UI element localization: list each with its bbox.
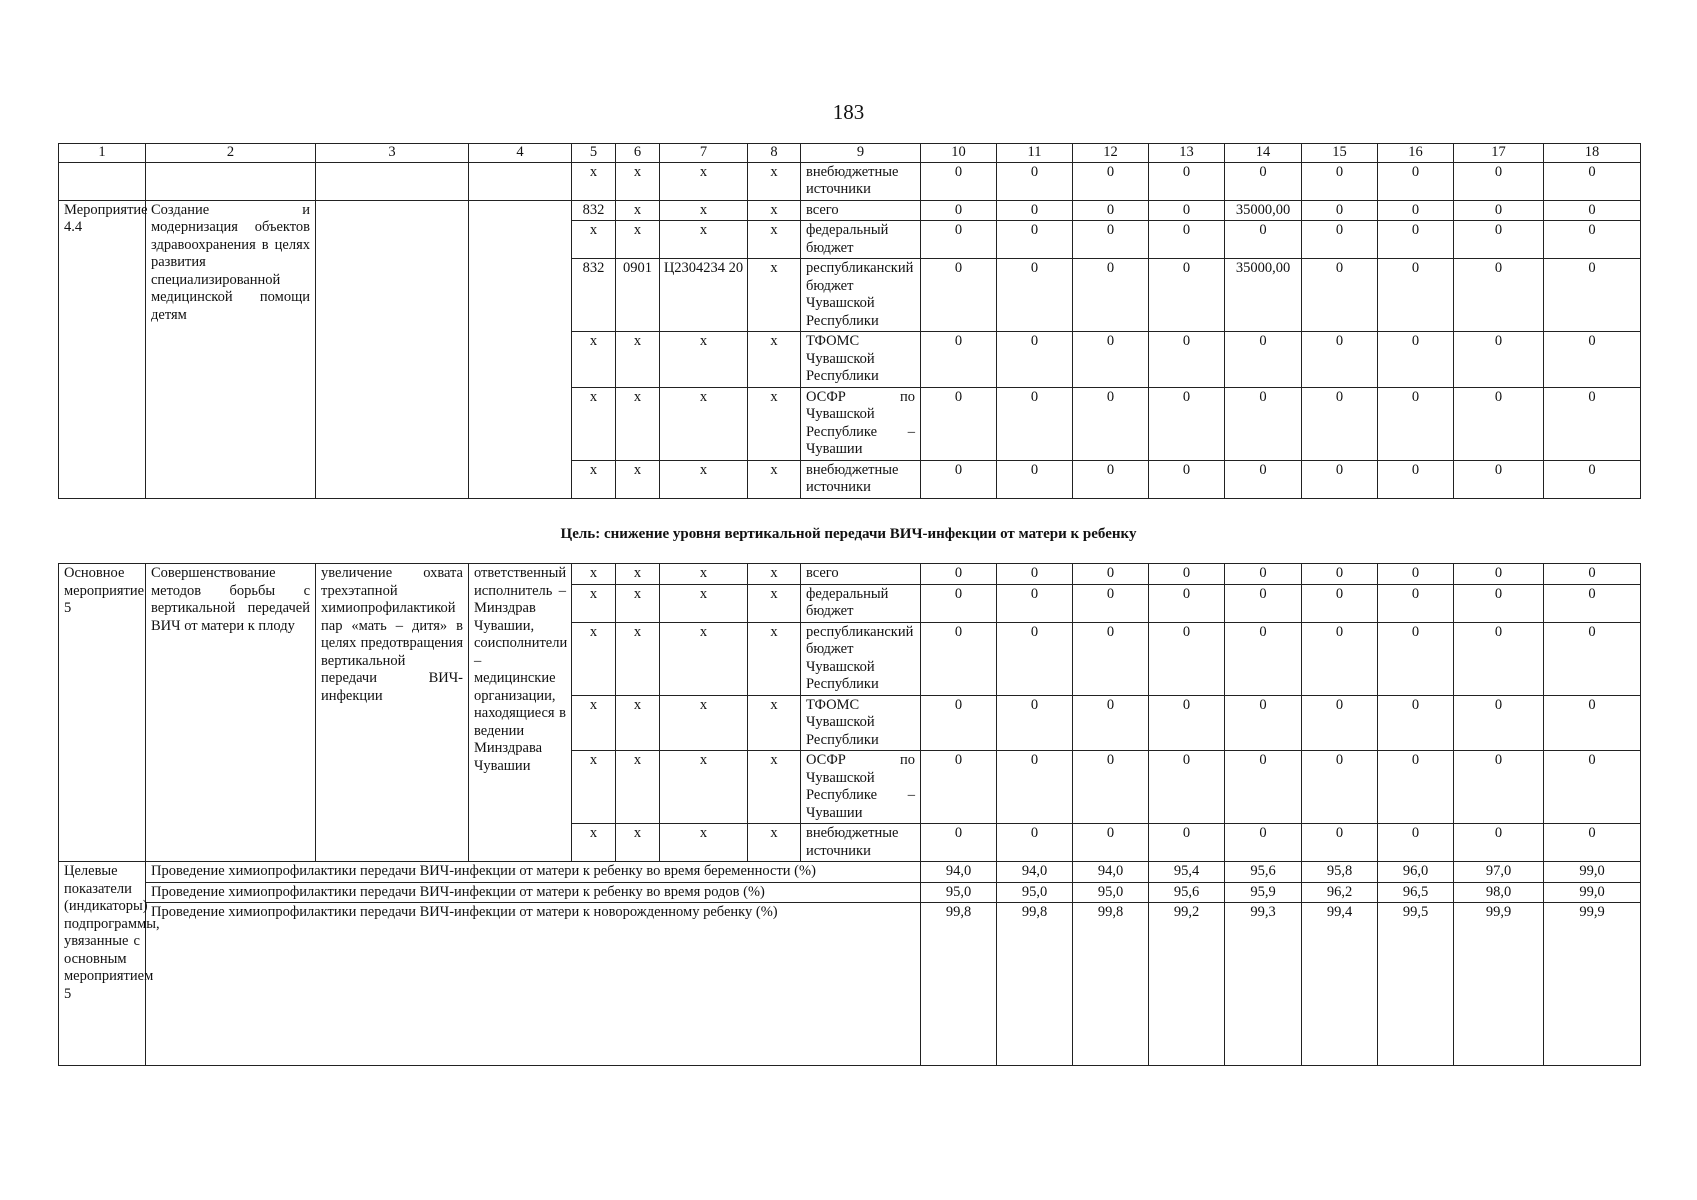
cell-value: 0 (1225, 332, 1302, 388)
cell-code-section: х (616, 387, 660, 460)
cell-code-section: х (616, 564, 660, 585)
budget-table-bottom (58, 563, 1641, 1066)
cell-value: 0 (921, 584, 997, 622)
cell-value: 0 (1073, 460, 1149, 498)
cell-value: 0 (1544, 332, 1641, 388)
indicator-value: 95,6 (1225, 862, 1302, 883)
cell-value: 0 (1149, 824, 1225, 862)
cell-value: 0 (1302, 332, 1378, 388)
budget-table-top (58, 143, 1641, 499)
table-row (59, 162, 1641, 200)
cell-code-type: х (748, 332, 801, 388)
table-row (59, 862, 1641, 883)
cell-value: 0 (1454, 824, 1544, 862)
cell-value: 0 (997, 584, 1073, 622)
cell-value: 0 (921, 824, 997, 862)
cell-value: 0 (1073, 162, 1149, 200)
cell-code-section: х (616, 751, 660, 824)
cell-value: 0 (1454, 564, 1544, 585)
cell-value: 0 (1378, 622, 1454, 695)
measure-description: Совершенствование методов борьбы с вертикальной передачей ВИЧ от матери к плоду (146, 564, 316, 862)
cell-value: 0 (1454, 259, 1544, 332)
cell-code-admin: х (572, 584, 616, 622)
cell-value: 0 (1225, 564, 1302, 585)
cell-value: 0 (997, 221, 1073, 259)
indicator-value: 95,4 (1149, 862, 1225, 883)
cell-code-target: х (660, 584, 748, 622)
cell-value: 0 (1378, 824, 1454, 862)
cell-value: 0 (1073, 332, 1149, 388)
cell-code-target: х (660, 200, 748, 221)
indicator-value: 99,2 (1149, 903, 1225, 1066)
cell-value: 0 (1149, 584, 1225, 622)
column-header: 10 (921, 144, 997, 163)
cell-code-admin: х (572, 622, 616, 695)
indicator-value: 95,0 (921, 882, 997, 903)
cell-funding-source: ОСФР по Чувашской Республике – Чувашии (801, 387, 921, 460)
cell-value: 0 (1378, 460, 1454, 498)
table-row (59, 564, 1641, 585)
cell-value: 0 (1149, 332, 1225, 388)
cell-value: 0 (1544, 387, 1641, 460)
cell-code-type: х (748, 460, 801, 498)
cell-code-admin: х (572, 695, 616, 751)
cell-value: 0 (1544, 460, 1641, 498)
cell-value: 0 (997, 162, 1073, 200)
cell-value: 0 (1378, 751, 1454, 824)
indicator-value: 99,8 (997, 903, 1073, 1066)
indicator-value: 99,8 (921, 903, 997, 1066)
cell-value: 0 (1149, 695, 1225, 751)
cell-value: 0 (921, 200, 997, 221)
cell-value: 35000,00 (1225, 200, 1302, 221)
cell-code-section: х (616, 221, 660, 259)
cell-code-type: х (748, 387, 801, 460)
cell-code-admin: х (572, 221, 616, 259)
cell-value: 0 (1073, 387, 1149, 460)
indicator-value: 99,0 (1544, 862, 1641, 883)
cell-value: 0 (1302, 584, 1378, 622)
cell-code-target: х (660, 387, 748, 460)
cell-empty (316, 162, 469, 200)
cell-value: 35000,00 (1225, 259, 1302, 332)
column-header: 4 (469, 144, 572, 163)
cell-value: 0 (1378, 387, 1454, 460)
cell-funding-source: внебюджетные источники (801, 162, 921, 200)
cell-code-target: х (660, 751, 748, 824)
cell-value: 0 (1225, 622, 1302, 695)
cell-code-target: х (660, 564, 748, 585)
measure-label: Мероприятие 4.4 (59, 200, 146, 498)
cell-value: 0 (1302, 751, 1378, 824)
cell-funding-source: ТФОМС Чувашской Республики (801, 695, 921, 751)
cell-value: 0 (1544, 221, 1641, 259)
indicator-value: 94,0 (997, 862, 1073, 883)
indicator-value: 95,0 (1073, 882, 1149, 903)
table-row (59, 903, 1641, 1066)
cell-value: 0 (1149, 259, 1225, 332)
cell-value: 0 (1378, 259, 1454, 332)
cell-code-target: х (660, 332, 748, 388)
cell-value: 0 (1149, 221, 1225, 259)
column-header: 11 (997, 144, 1073, 163)
cell-value: 0 (997, 751, 1073, 824)
cell-code-admin: х (572, 751, 616, 824)
indicators-label: Целевые показатели (индикаторы) подпрограммы, увязанные с основным мероприятием 5 (59, 862, 146, 1066)
cell-value: 0 (1225, 162, 1302, 200)
cell-value: 0 (1302, 200, 1378, 221)
indicator-value: 99,0 (1544, 882, 1641, 903)
column-header: 15 (1302, 144, 1378, 163)
cell-value: 0 (1454, 332, 1544, 388)
column-header: 7 (660, 144, 748, 163)
indicator-value: 96,2 (1302, 882, 1378, 903)
column-header: 16 (1378, 144, 1454, 163)
cell-value: 0 (1149, 460, 1225, 498)
cell-value: 0 (1544, 162, 1641, 200)
indicator-value: 95,9 (1225, 882, 1302, 903)
cell-value: 0 (1378, 584, 1454, 622)
cell-value: 0 (997, 824, 1073, 862)
cell-value: 0 (1073, 622, 1149, 695)
column-header: 9 (801, 144, 921, 163)
cell-code-target: х (660, 221, 748, 259)
cell-code-type: х (748, 824, 801, 862)
column-header: 8 (748, 144, 801, 163)
cell-value: 0 (997, 332, 1073, 388)
column-header: 1 (59, 144, 146, 163)
cell-value: 0 (1454, 751, 1544, 824)
cell-value: 0 (1378, 221, 1454, 259)
cell-code-admin: х (572, 824, 616, 862)
cell-value: 0 (1454, 221, 1544, 259)
cell-value: 0 (921, 460, 997, 498)
cell-code-admin: 832 (572, 200, 616, 221)
cell-value: 0 (1149, 387, 1225, 460)
cell-code-type: х (748, 622, 801, 695)
cell-value: 0 (921, 332, 997, 388)
cell-value: 0 (1302, 460, 1378, 498)
column-header: 13 (1149, 144, 1225, 163)
cell-value: 0 (921, 162, 997, 200)
indicator-name: Проведение химиопрофилактики передачи ВИЧ-инфекции от матери к новорожденному ребенку (%) (146, 903, 921, 1066)
page-number: 183 (832, 100, 865, 124)
cell-funding-source: республиканский бюджет Чувашской Республики (801, 259, 921, 332)
cell-value: 0 (1378, 200, 1454, 221)
cell-code-target: х (660, 695, 748, 751)
cell-value: 0 (921, 564, 997, 585)
indicator-name: Проведение химиопрофилактики передачи ВИЧ-инфекции от матери к ребенку во время беременности (%) (146, 862, 921, 883)
cell-value: 0 (1073, 564, 1149, 585)
cell-code-section: 0901 (616, 259, 660, 332)
cell-value: 0 (997, 460, 1073, 498)
cell-value: 0 (1454, 460, 1544, 498)
cell-value: 0 (1073, 200, 1149, 221)
column-header: 6 (616, 144, 660, 163)
cell-value: 0 (1149, 564, 1225, 585)
cell-code-admin: х (572, 387, 616, 460)
measure-label: Основное мероприятие 5 (59, 564, 146, 862)
indicator-value: 99,3 (1225, 903, 1302, 1066)
indicator-value: 97,0 (1454, 862, 1544, 883)
indicator-value: 96,0 (1378, 862, 1454, 883)
cell-value: 0 (1544, 751, 1641, 824)
table-row (59, 200, 1641, 221)
column-header: 14 (1225, 144, 1302, 163)
cell-value: 0 (1302, 259, 1378, 332)
cell-code-type: х (748, 200, 801, 221)
cell-value: 0 (1454, 162, 1544, 200)
cell-funding-source: внебюджетные источники (801, 460, 921, 498)
cell-code-target: х (660, 162, 748, 200)
cell-value: 0 (1149, 622, 1225, 695)
cell-code-type: х (748, 695, 801, 751)
cell-value: 0 (1454, 200, 1544, 221)
cell-code-target: Ц2304234 20 (660, 259, 748, 332)
executor: ответственный исполнитель – Минздрав Чувашии, соисполнители – медицинские организации, находящиеся в ведении Минздрава Чувашии (469, 564, 572, 862)
cell-code-admin: х (572, 162, 616, 200)
cell-value: 0 (921, 622, 997, 695)
cell-value: 0 (1073, 751, 1149, 824)
cell-value: 0 (1454, 387, 1544, 460)
column-header: 12 (1073, 144, 1149, 163)
cell-value: 0 (1378, 162, 1454, 200)
cell-code-section: х (616, 622, 660, 695)
indicator-value: 99,8 (1073, 903, 1149, 1066)
cell-empty (316, 200, 469, 498)
cell-value: 0 (1073, 695, 1149, 751)
cell-value: 0 (1544, 695, 1641, 751)
cell-value: 0 (1544, 824, 1641, 862)
cell-code-admin: х (572, 564, 616, 585)
cell-code-admin: х (572, 460, 616, 498)
cell-value: 0 (1302, 221, 1378, 259)
cell-value: 0 (921, 695, 997, 751)
cell-code-type: х (748, 259, 801, 332)
cell-value: 0 (1302, 387, 1378, 460)
column-header: 5 (572, 144, 616, 163)
cell-value: 0 (1073, 824, 1149, 862)
indicator-value: 95,0 (997, 882, 1073, 903)
cell-funding-source: ТФОМС Чувашской Республики (801, 332, 921, 388)
cell-code-admin: х (572, 332, 616, 388)
cell-value: 0 (921, 387, 997, 460)
cell-value: 0 (1149, 751, 1225, 824)
cell-funding-source: республиканский бюджет Чувашской Республики (801, 622, 921, 695)
cell-value: 0 (1378, 564, 1454, 585)
cell-value: 0 (997, 564, 1073, 585)
indicator-name: Проведение химиопрофилактики передачи ВИЧ-инфекции от матери к ребенку во время родов (%) (146, 882, 921, 903)
indicator-value: 96,5 (1378, 882, 1454, 903)
column-header: 3 (316, 144, 469, 163)
cell-value: 0 (1149, 200, 1225, 221)
cell-code-type: х (748, 564, 801, 585)
cell-code-section: х (616, 162, 660, 200)
cell-value: 0 (1149, 162, 1225, 200)
column-header: 18 (1544, 144, 1641, 163)
measure-description: Создание и модернизация объектов здравоохранения в целях развития специализированной медицинской помощи детям (146, 200, 316, 498)
cell-code-section: х (616, 824, 660, 862)
cell-value: 0 (1302, 564, 1378, 585)
cell-value: 0 (1454, 622, 1544, 695)
cell-value: 0 (1544, 200, 1641, 221)
cell-value: 0 (1454, 695, 1544, 751)
indicator-value: 94,0 (1073, 862, 1149, 883)
cell-value: 0 (1302, 695, 1378, 751)
cell-value: 0 (1225, 460, 1302, 498)
cell-value: 0 (1073, 259, 1149, 332)
cell-code-target: х (660, 622, 748, 695)
indicator-value: 95,8 (1302, 862, 1378, 883)
cell-value: 0 (1225, 584, 1302, 622)
cell-value: 0 (1454, 584, 1544, 622)
cell-value: 0 (997, 387, 1073, 460)
cell-value: 0 (1544, 259, 1641, 332)
cell-code-section: х (616, 460, 660, 498)
cell-funding-source: внебюджетные источники (801, 824, 921, 862)
cell-value: 0 (1225, 751, 1302, 824)
cell-empty (146, 162, 316, 200)
indicator-value: 99,9 (1544, 903, 1641, 1066)
cell-value: 0 (997, 200, 1073, 221)
cell-value: 0 (1544, 584, 1641, 622)
cell-value: 0 (1225, 221, 1302, 259)
cell-value: 0 (1225, 387, 1302, 460)
cell-value: 0 (997, 622, 1073, 695)
cell-funding-source: всего (801, 564, 921, 585)
cell-empty (469, 200, 572, 498)
cell-value: 0 (1073, 584, 1149, 622)
cell-value: 0 (1302, 162, 1378, 200)
header-row (59, 144, 1641, 163)
cell-code-section: х (616, 584, 660, 622)
column-header: 17 (1454, 144, 1544, 163)
table-row (59, 882, 1641, 903)
cell-empty (469, 162, 572, 200)
cell-value: 0 (921, 751, 997, 824)
cell-code-section: х (616, 332, 660, 388)
expected-result: увеличение охвата трехэтапной химиопрофилактикой пар «мать – дитя» в целях предотвращения вертикальной передачи ВИЧ-инфекции (316, 564, 469, 862)
cell-value: 0 (1544, 622, 1641, 695)
cell-value: 0 (997, 695, 1073, 751)
cell-empty (59, 162, 146, 200)
cell-value: 0 (1225, 824, 1302, 862)
cell-value: 0 (1225, 695, 1302, 751)
indicator-value: 94,0 (921, 862, 997, 883)
cell-funding-source: федеральный бюджет (801, 584, 921, 622)
indicator-value: 99,5 (1378, 903, 1454, 1066)
cell-funding-source: ОСФР по Чувашской Республике – Чувашии (801, 751, 921, 824)
cell-value: 0 (1544, 564, 1641, 585)
cell-value: 0 (921, 259, 997, 332)
cell-code-section: х (616, 695, 660, 751)
cell-code-type: х (748, 584, 801, 622)
cell-code-type: х (748, 221, 801, 259)
cell-code-target: х (660, 460, 748, 498)
cell-value: 0 (997, 259, 1073, 332)
cell-value: 0 (1302, 824, 1378, 862)
cell-code-target: х (660, 824, 748, 862)
cell-code-type: х (748, 751, 801, 824)
indicator-value: 98,0 (1454, 882, 1544, 903)
indicator-value: 99,9 (1454, 903, 1544, 1066)
cell-funding-source: федеральный бюджет (801, 221, 921, 259)
indicator-value: 95,6 (1149, 882, 1225, 903)
cell-code-admin: 832 (572, 259, 616, 332)
cell-value: 0 (1073, 221, 1149, 259)
cell-value: 0 (1378, 332, 1454, 388)
cell-value: 0 (1302, 622, 1378, 695)
column-header: 2 (146, 144, 316, 163)
indicator-value: 99,4 (1302, 903, 1378, 1066)
cell-code-section: х (616, 200, 660, 221)
cell-value: 0 (921, 221, 997, 259)
goal-heading: Цель: снижение уровня вертикальной передачи ВИЧ-инфекции от матери к ребенку (560, 526, 1137, 542)
cell-funding-source: всего (801, 200, 921, 221)
cell-value: 0 (1378, 695, 1454, 751)
cell-code-type: х (748, 162, 801, 200)
